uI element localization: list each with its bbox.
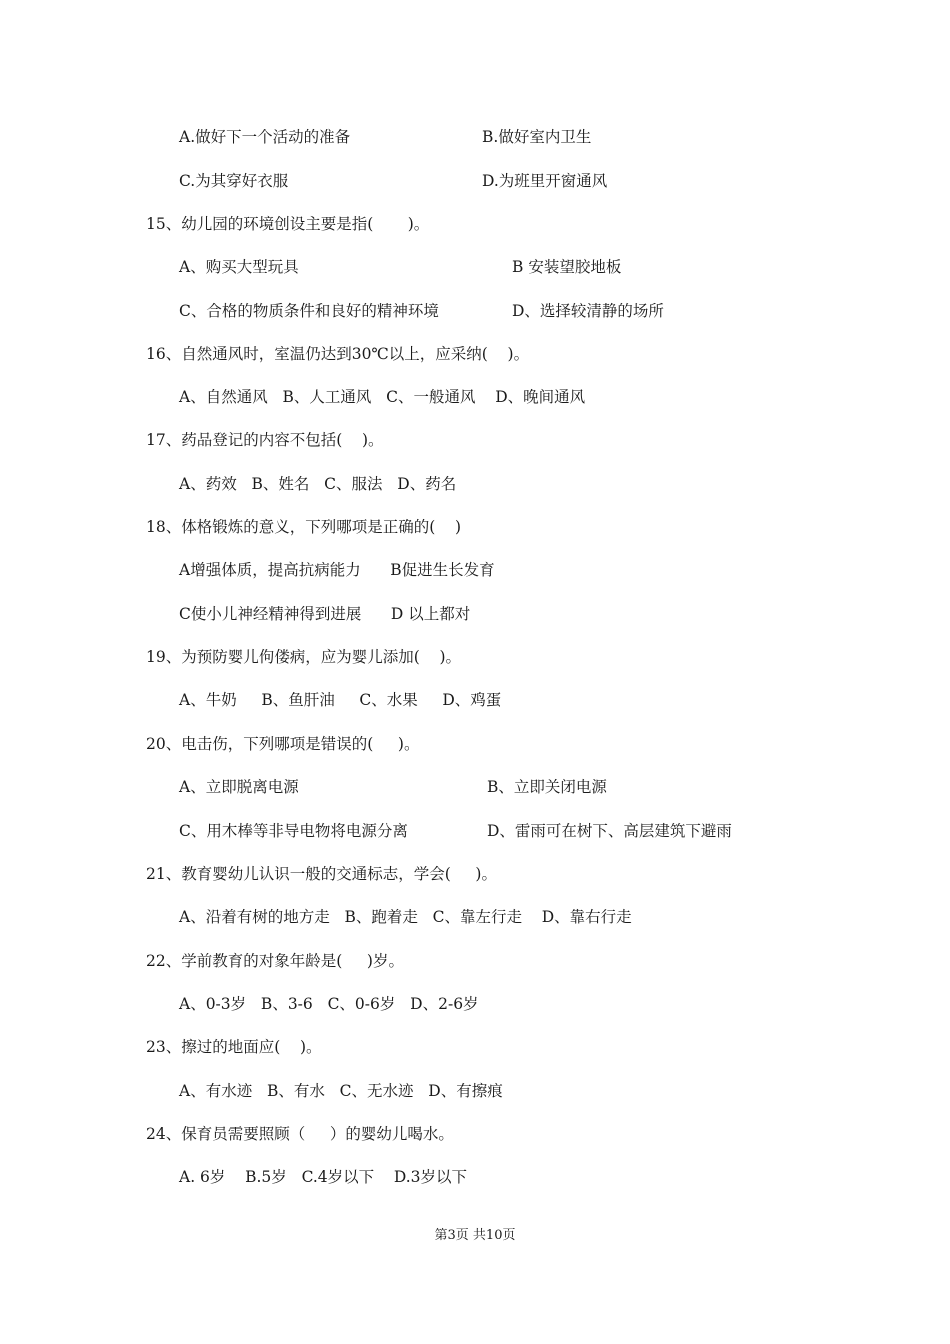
question-18: 18、体格锻炼的意义，下列哪项是正确的( )	[146, 518, 462, 536]
question-15: 15、幼儿园的环境创设主要是指( )。	[146, 215, 430, 233]
question-20: 20、电击伤，下列哪项是错误的( )。	[146, 735, 420, 753]
option-c: C、用木棒等非导电物将电源分离	[179, 822, 408, 840]
option-c: C、合格的物质条件和良好的精神环境	[179, 302, 439, 320]
options: A、沿着有树的地方走 B、跑着走 C、靠左行走 D、靠右行走	[179, 908, 632, 926]
options: A、牛奶 B、鱼肝油 C、水果 D、鸡蛋	[179, 691, 502, 709]
options: A、有水迹 B、有水 C、无水迹 D、有擦痕	[179, 1082, 503, 1100]
option-a: A、立即脱离电源	[179, 778, 299, 796]
options: A、0-3岁 B、3-6 C、0-6岁 D、2-6岁	[179, 995, 479, 1013]
question-16: 16、自然通风时，室温仍达到30℃以上，应采纳( )。	[146, 345, 530, 363]
options: C使小儿神经精神得到进展 D 以上都对	[179, 605, 471, 623]
question-24: 24、保育员需要照顾（ ）的婴幼儿喝水。	[146, 1125, 454, 1143]
option-b: B 安装望胶地板	[512, 258, 622, 276]
option-d: D、选择较清静的场所	[512, 302, 664, 320]
page-number-footer: 第3页 共10页	[434, 1228, 516, 1243]
options: A增强体质，提高抗病能力 B促进生长发育	[179, 561, 495, 579]
option-d: D、雷雨可在树下、高层建筑下避雨	[487, 822, 732, 840]
option-b: B.做好室内卫生	[482, 128, 592, 146]
question-21: 21、教育婴幼儿认识一般的交通标志，学会( )。	[146, 865, 497, 883]
option-a: A.做好下一个活动的准备	[179, 128, 351, 146]
option-b: B、立即关闭电源	[487, 778, 607, 796]
question-17: 17、药品登记的内容不包括( )。	[146, 431, 384, 449]
question-19: 19、为预防婴儿佝偻病，应为婴儿添加( )。	[146, 648, 462, 666]
options: A、自然通风 B、人工通风 C、一般通风 D、晚间通风	[179, 388, 586, 406]
options: A、药效 B、姓名 C、服法 D、药名	[179, 475, 457, 493]
option-c: C.为其穿好衣服	[179, 172, 289, 190]
option-d: D.为班里开窗通风	[482, 172, 608, 190]
question-23: 23、擦过的地面应( )。	[146, 1038, 322, 1056]
question-22: 22、学前教育的对象年龄是( )岁。	[146, 952, 404, 970]
options: A. 6岁 B.5岁 C.4岁以下 D.3岁以下	[179, 1168, 468, 1186]
option-a: A、购买大型玩具	[179, 258, 299, 276]
